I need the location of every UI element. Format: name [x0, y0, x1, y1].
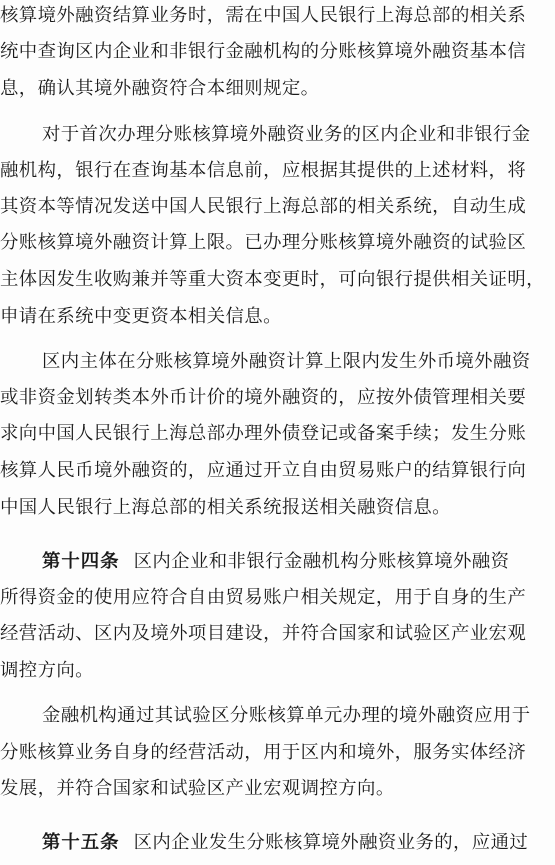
text-line: 核算人民币境外融资的，应通过开立自由贸易账户的结算银行向: [0, 460, 527, 481]
text-line: 息，确认其境外融资符合本细则规定。: [0, 78, 320, 99]
article-text: 区内企业和非银行金融机构分账核算境外融资: [133, 551, 510, 572]
text-line: 其资本等情况发送中国人民银行上海总部的相关系统，自动生成: [0, 196, 527, 217]
text-line: 中国人民银行上海总部的相关系统报送相关融资信息。: [0, 497, 451, 518]
article-line: [0, 548, 555, 576]
text-line: 对于首次办理分账核算境外融资业务的区内企业和非银行金: [42, 124, 531, 145]
text-line: 金融机构通过其试验区分账核算单元办理的境外融资应用于: [42, 705, 531, 726]
text-line: 或非资金划转类本外币计价的境外融资的，应按外债管理相关要: [0, 387, 527, 408]
text-line: 核算境外融资结算业务时，需在中国人民银行上海总部的相关系: [0, 5, 527, 26]
text-line: 发展，并符合国家和试验区产业宏观调控方向。: [0, 778, 395, 799]
article-heading: 第十四条: [42, 551, 120, 572]
article-line: [0, 829, 555, 857]
article-heading: 第十五条: [42, 832, 120, 853]
text-line: 区内主体在分账核算境外融资计算上限内发生外币境外融资: [42, 351, 531, 372]
text-line: 求向中国人民银行上海总部办理外债登记或备案手续；发生分账: [0, 423, 527, 444]
text-line: 分账核算业务自身的经营活动，用于区内和境外，服务实体经济: [0, 742, 527, 763]
text-line: 申请在系统中变更资本相关信息。: [0, 306, 282, 327]
text-line: 主体因发生收购兼并等重大资本变更时，可向银行提供相关证明，: [0, 269, 545, 290]
text-line: 经营活动、区内及境外项目建设，并符合国家和试验区产业宏观: [0, 623, 527, 644]
article-text: 区内企业发生分账核算境外融资业务的，应通过: [133, 832, 529, 853]
text-line: 融机构，银行在查询基本信息前，应根据其提供的上述材料，将: [0, 160, 527, 181]
text-line: 调控方向。: [0, 660, 94, 681]
text-line: 分账核算境外融资计算上限。已办理分账核算境外融资的试验区: [0, 232, 527, 253]
text-line: 统中查询区内企业和非银行金融机构的分账核算境外融资基本信: [0, 41, 527, 62]
text-line: 所得资金的使用应符合自由贸易账户相关规定，用于自身的生产: [0, 587, 527, 608]
